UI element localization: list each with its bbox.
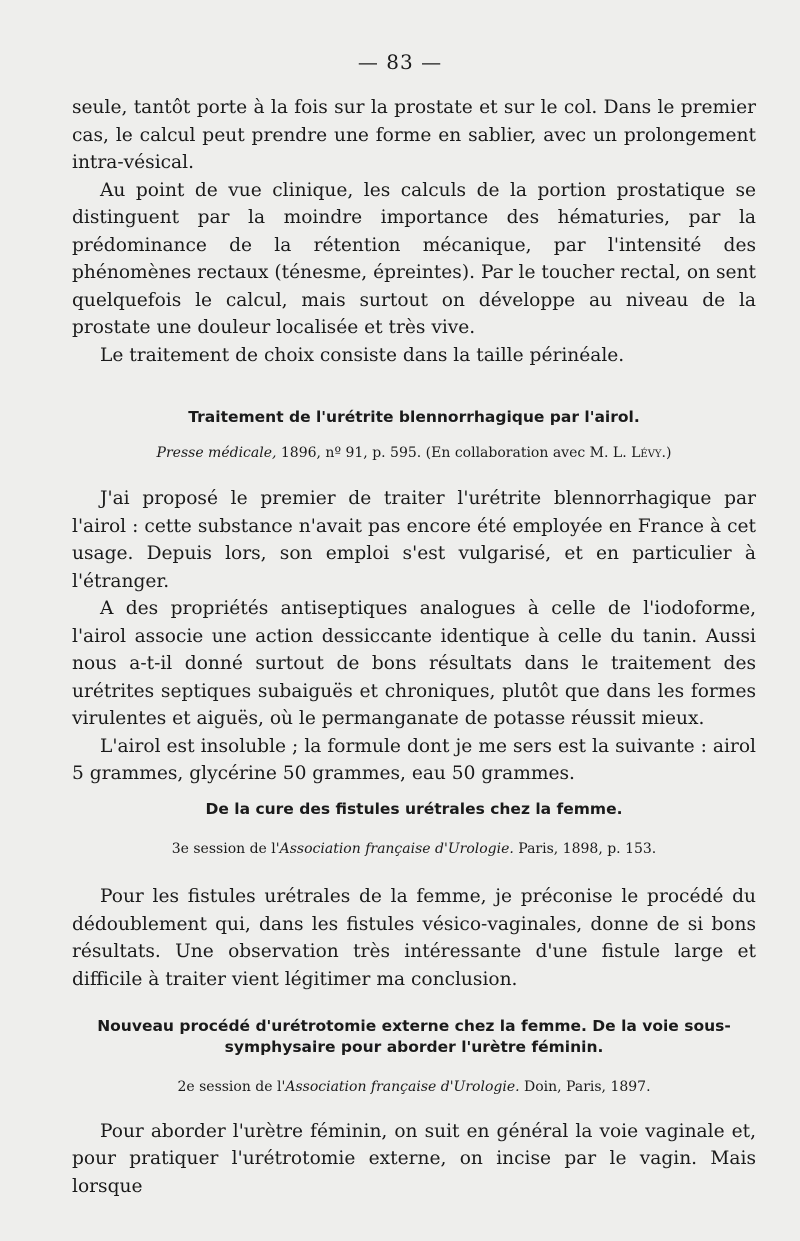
section-title: De la cure des fistules urétrales chez la femme. <box>205 800 623 818</box>
reference-end: .) <box>661 444 672 461</box>
section-title: Traitement de l'urétrite blennorrhagique par l'airol. <box>188 408 640 426</box>
reference-journal: Association française d'Urologie. <box>279 840 514 857</box>
paragraph: J'ai proposé le premier de traiter l'urétrite blennorrhagique par l'airol : cette substance n'avait pas encore été employée en France à cet usage. Depuis lors, son emploi s'est vulgarisé, et en particulier à l'étranger. <box>72 488 756 592</box>
page-number: — 83 — <box>357 50 443 74</box>
continuation-block <box>72 94 756 369</box>
paragraph: A des propriétés antiseptiques analogues à celle de l'iodoforme, l'airol associe une action dessiccante identique à celle du tanin. Aussi nous a-t-il donné surtout de bons résultats dans le traitement des urétrites septiques subaiguës et chroniques, plutôt que dans les formes virulentes et aiguës, où le permanganate de potasse réussit mieux. <box>72 598 756 729</box>
paragraph: Le traitement de choix consiste dans la taille périnéale. <box>100 344 625 366</box>
reference-journal: Association française d'Urologie. <box>285 1079 520 1095</box>
section-title: Nouveau procédé d'urétrotomie externe chez la femme. De la voie sous-symphysaire pour aborder l'urètre féminin. <box>97 1017 731 1056</box>
reference-journal: Presse médicale, <box>156 444 277 461</box>
section-reference <box>72 440 756 468</box>
section-airol <box>72 404 756 788</box>
reference-author: Lévy <box>631 444 662 461</box>
section-reference <box>72 836 756 864</box>
paragraph: Au point de vue clinique, les calculs de la portion prostatique se distinguent par la moindre importance des hématuries, par la prédominance de la rétention mécanique, par l'intensité des phénomènes rectaux (ténesme, épreintes). Par le toucher rectal, on sent quelquefois le calcul, mais surtout on développe au niveau de la prostate une douleur localisée et très vive. <box>72 179 756 338</box>
paragraph: seule, tantôt porte à la fois sur la prostate et sur le col. Dans le premier cas, le calcul peut prendre une forme en sablier, avec un prolongement intra-vésical. <box>72 97 756 173</box>
section-uretrotomie <box>72 1016 756 1200</box>
reference-start: 2e session de l' <box>177 1079 286 1095</box>
reference-start: 3e session de l' <box>171 840 280 857</box>
section-fistules <box>72 796 756 993</box>
reference-end: Paris, 1898, p. 153. <box>513 840 657 857</box>
paragraph: Pour les fistules urétrales de la femme, je préconise le procédé du dédoublement qui, dans les fistules vésico-vaginales, donne de si bons résultats. Une observation très intéressante d'une fistule large et difficile à traiter vient légitimer ma conclusion. <box>72 886 756 990</box>
section-reference <box>72 1074 756 1102</box>
paragraph: L'airol est insoluble ; la formule dont je me sers est la suivante : airol 5 grammes, glycérine 50 grammes, eau 50 grammes. <box>72 735 756 784</box>
reference-details: 1896, nº 91, p. 595. (En collaboration avec M. L. <box>276 444 632 461</box>
paragraph: Pour aborder l'urètre féminin, on suit en général la voie vaginale et, pour pratiquer l'urétrotomie externe, on incise par le vagin. Mais lorsque <box>72 1120 756 1197</box>
reference-end: Doin, Paris, 1897. <box>519 1079 651 1095</box>
